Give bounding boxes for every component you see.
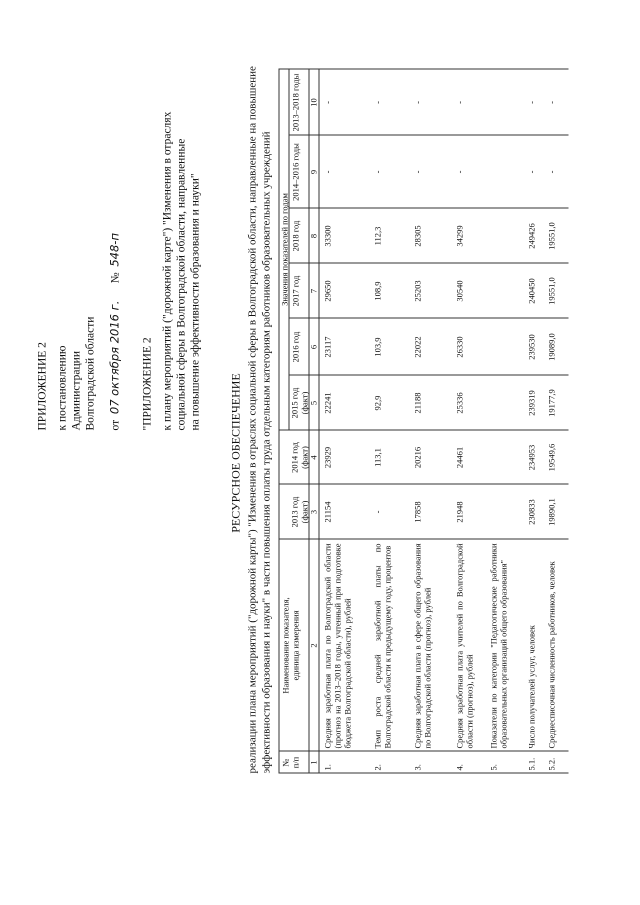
value-cell: 19551,0	[546, 276, 556, 305]
value-cell: -	[372, 100, 382, 104]
row-number: 5.2.	[546, 757, 556, 770]
value-cell: -	[372, 170, 382, 173]
value-cell: 34299	[454, 224, 464, 247]
plan-ref-line-3: на повышение эффективности образования и науки"	[189, 172, 201, 430]
value-cell: 30540	[454, 279, 464, 302]
value-cell: 239530	[526, 333, 536, 360]
value-cell: 25203	[412, 279, 422, 302]
col-name-header: Наименование показателя,	[280, 596, 290, 694]
indicator-name: Показатели по категории "Педагогические работники образовательных организаций общего образования"	[488, 543, 509, 748]
value-cell: 23117	[322, 336, 332, 357]
value-cell: -	[322, 170, 332, 173]
value-cell: 20216	[412, 446, 422, 468]
value-cell: -	[322, 100, 332, 104]
year-header: 2014–2016 годы	[290, 142, 300, 201]
indicator-name: Среднесписочная численность работников, человек	[546, 560, 556, 748]
values-by-year-header: Значения показателей по годам	[279, 192, 289, 306]
value-cell: 25336	[454, 391, 464, 414]
row-number: 3.	[412, 763, 422, 770]
plan-ref-line-2: социальной сферы в Волгоградской области, направленные	[175, 138, 187, 430]
value-cell: 240450	[526, 277, 536, 304]
column-number: 2	[308, 642, 318, 648]
column-number: 10	[308, 97, 318, 107]
indicator-name: Средняя заработная плата учителей по Волгоградской области (прогноз), рублей	[454, 543, 475, 748]
subtitle-line-2: эффективности образования и науки" в части повышения оплаты труда отдельным категориям работников образовательных учреждений	[260, 130, 272, 773]
value-cell: -	[546, 170, 556, 173]
value-cell: 21188	[412, 392, 422, 413]
value-cell: 112,3	[372, 226, 382, 245]
value-cell: -	[454, 170, 464, 173]
col-name-header-2: единица измерения	[290, 609, 300, 681]
row-number: 1.	[322, 763, 332, 770]
indicator-name: Средняя заработная плата по Волгоградской области (прогноз на 2013–2018 годы, учтенный при подготовке бюджета Волгоградской области), рублей	[322, 543, 353, 748]
value-cell: -	[526, 100, 536, 104]
value-cell: -	[454, 100, 464, 104]
value-cell: 24461	[454, 446, 464, 468]
value-cell: 234953	[526, 444, 536, 470]
document-title: РЕСУРСНОЕ ОБЕСПЕЧЕНИЕ	[228, 372, 242, 533]
appendix-2-title: "ПРИЛОЖЕНИЕ 2	[141, 336, 153, 430]
value-cell: 249426	[526, 222, 536, 249]
value-cell: 92,9	[372, 395, 382, 410]
subtitle-line-1: реализации плана мероприятий ("дорожной карты") "Изменения в отраслях социальной сферы в Волгоградской области, направленные на повышение	[246, 65, 258, 773]
row-number: 4.	[454, 763, 464, 770]
resolution-line-1: к постановлению	[56, 345, 68, 430]
column-number: 4	[308, 454, 318, 460]
resource-table	[278, 68, 568, 773]
value-cell: -	[412, 100, 422, 104]
value-cell: 23929	[322, 446, 332, 468]
value-cell: 17858	[412, 500, 422, 523]
value-cell: 19549,6	[546, 443, 556, 471]
resolution-line-2: Администрации	[70, 350, 82, 430]
value-cell: 28305	[412, 224, 422, 247]
value-cell: 22241	[322, 391, 332, 414]
row-number: 5.1.	[526, 757, 536, 770]
value-cell: 19177,9	[546, 388, 556, 417]
value-cell: 33300	[322, 224, 332, 247]
value-cell: 21948	[454, 500, 464, 523]
value-cell: 22022	[412, 335, 422, 358]
handwritten-number: 548-п	[107, 232, 121, 267]
resolution-date: от 07 октября 2016 г. № 548-п	[107, 232, 121, 430]
indicator-name: Темп роста средней заработной платы по Волгоградской области к предыдущему году, процентов	[372, 543, 393, 748]
column-number: 6	[308, 344, 318, 349]
year-header: 2018 год	[290, 220, 300, 251]
value-cell: 29650	[322, 279, 332, 302]
indicator-name: Число получателей услуг, человек	[526, 624, 536, 748]
value-cell: -	[372, 510, 382, 513]
plan-ref-line-1: к плану мероприятий ("дорожной карте") "Изменения в отраслях	[161, 111, 173, 430]
resolution-line-3: Волгоградской области	[84, 316, 96, 430]
column-number: 3	[308, 509, 318, 514]
year-header: 2016 год	[290, 331, 300, 362]
value-cell: 19551,0	[546, 221, 556, 250]
value-cell: 239319	[526, 389, 536, 416]
value-cell: 108,9	[372, 280, 382, 301]
row-number: 5.	[488, 763, 498, 770]
year-header: 2013 год (факт)	[289, 496, 309, 527]
value-cell: -	[412, 170, 422, 173]
appendix-title: ПРИЛОЖЕНИЕ 2	[36, 341, 48, 430]
column-number: 7	[308, 288, 318, 293]
value-cell: 103,9	[372, 336, 382, 357]
value-cell: -	[546, 100, 556, 104]
value-cell: 113,1	[372, 447, 382, 467]
value-cell: 26330	[454, 335, 464, 358]
indicator-name: Средняя заработная плата в сфере общего образования по Волгоградской области (прогноз), рублей	[412, 543, 433, 748]
value-cell: 230833	[526, 498, 536, 525]
col-num-header: №	[280, 757, 290, 767]
column-number: 9	[308, 169, 318, 174]
value-cell: -	[526, 170, 536, 173]
handwritten-date: 07 октября 2016 г.	[107, 300, 121, 414]
col-num-header-2: п/п	[290, 756, 300, 768]
value-cell: 21154	[322, 501, 332, 522]
year-header: 2013–2018 годы	[290, 73, 300, 131]
row-number: 2.	[372, 763, 382, 770]
column-number: 8	[308, 233, 318, 238]
year-header: 2015 год (факт)	[289, 387, 309, 418]
column-number: 5	[308, 400, 318, 405]
year-header: 2014 год (факт)	[289, 441, 309, 473]
column-number: 1	[308, 759, 318, 765]
value-cell: 19089,0	[546, 332, 556, 361]
year-header: 2017 год	[290, 275, 300, 306]
value-cell: 19890,1	[546, 497, 556, 526]
